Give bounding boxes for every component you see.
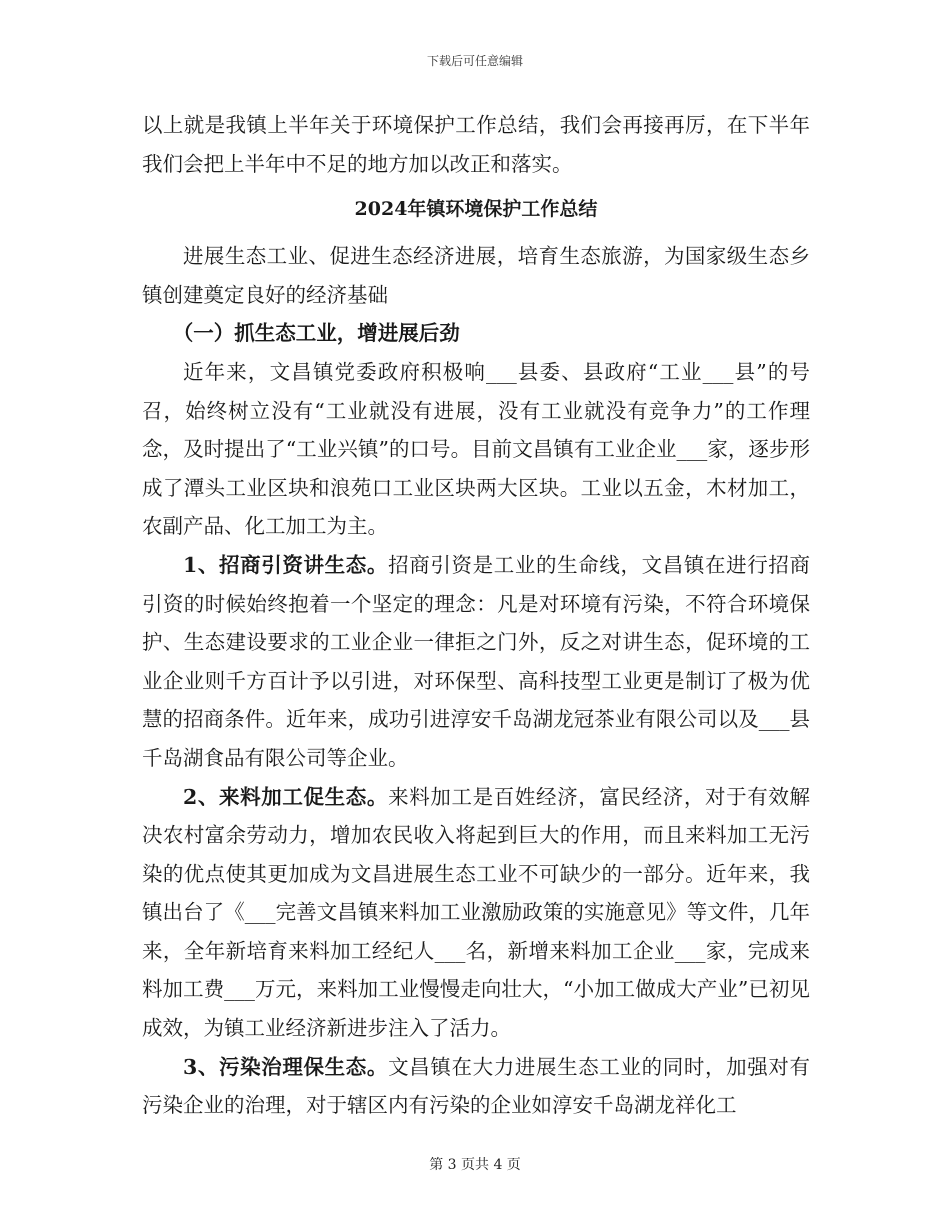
page-header: 下载后可任意编辑 [426,54,523,68]
item-body-2: 来料加工是百姓经济，富民经济，对于有效解决农村富余劳动力，增加农民收入将起到巨大的作用，而且来料加工无污染的优点使其更加成为文昌进展生态工业不可缺少的一部分。近年来，我镇出台了《___完善文昌镇来料加工业激励政策的实施意见》等文件，几年来，全年新培育来料加工经纪人___名，新增来料加工企业___家，完成来料加工费___万元，来料加工业慢慢走向壮大，“小加工做成大产业”已初见成效，为镇工业经济新进步注入了活力。 [142,784,811,1041]
item-paragraph-2 [142,778,810,1048]
page-footer: 第 3 页共 4 页 [429,1157,521,1173]
item-heading-1: 1、招商引资讲生态。 [183,552,389,577]
item-body-1: 招商引资是工业的生命线，文昌镇在进行招商引资的时候始终抱着一个坚定的理念：凡是对环境有污染，不符合环境保护、生态建设要求的工业企业一律拒之门外，反之对讲生态，促环境的工业企业则千方百计予以引进，对环保型、高科技型工业更是制订了极为优慧的招商条件。近年来，成功引进淳安千岛湖龙冠茶业有限公司以及___县千岛湖食品有限公司等企业。 [142,552,811,770]
item-paragraph-3 [142,1048,810,1125]
section-heading: （一）抓生态工业，增进展后劲 [172,321,460,346]
item-paragraph-1 [142,546,810,778]
intro-paragraph: 以上就是我镇上半年关于环境保护工作总结，我们会再接再厉，在下半年我们会把上半年中不足的地方加以改正和落实。 [142,113,810,176]
document-body [142,106,810,1125]
section-paragraph: 近年来，文昌镇党委政府积极响___县委、县政府“工业___县”的号召，始终树立没有“工业就没有进展，没有工业就没有竞争力”的工作理念，及时提出了“工业兴镇”的口号。目前文昌镇有工业企业___家，逐步形成了潭头工业区块和浪苑口工业区块两大区块。工业以五金，木材加工，农副产品、化工加工为主。 [142,359,810,539]
lead-paragraph: 进展生态工业、促进生态经济进展，培育生态旅游，为国家级生态乡镇创建奠定良好的经济基础 [142,244,810,307]
item-body-3: 文昌镇在大力进展生态工业的同时，加强对有污染企业的治理，对于辖区内有污染的企业如淳安千岛湖龙祥化工 [142,1054,811,1118]
document-title: 2024年镇环境保护工作总结 [354,198,598,221]
item-heading-2: 2、来料加工促生态。 [183,784,389,809]
item-heading-3: 3、污染治理保生态。 [183,1054,389,1079]
